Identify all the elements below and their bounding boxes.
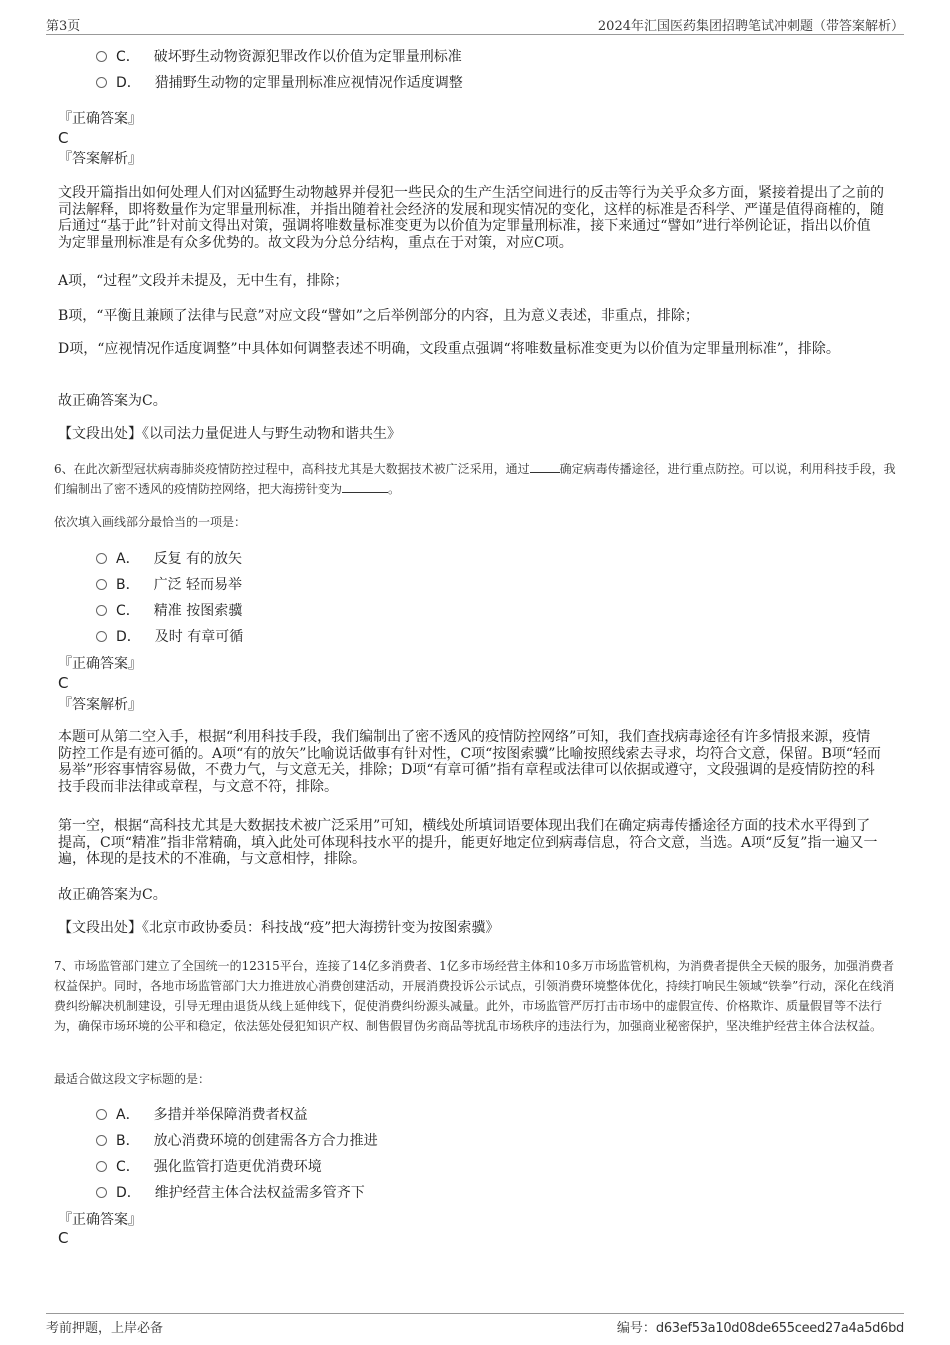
q5-option-c[interactable]: C． 破坏野生动物资源犯罪改作以价值为定罪量刑标准 xyxy=(96,48,462,66)
radio-icon[interactable] xyxy=(96,77,107,88)
page-header xyxy=(46,14,904,35)
document-code: 编号：d63ef53a10d08de655ceed27a4a5d6bd xyxy=(616,1321,904,1336)
radio-icon[interactable] xyxy=(96,1109,107,1120)
q6-option-c[interactable]: C． 精准 按图索骥 xyxy=(96,602,242,620)
q6-answer: C xyxy=(58,674,69,692)
blank-2 xyxy=(342,480,388,493)
q6-analysis-p2: 第一空，根据“高科技尤其是大数据技术被广泛采用”可知，横线处所填词语要体现出我们在确定病毒传播途径方面的技术水平得到了提高，C项“精准”指非常精确，填入此处可体现科技水平的提升，能更好地定位到病毒信息，符合文意，当选。A项“反复”指一遍又一遍，体现的是技术的不准确，与文意相悖，排除。 xyxy=(58,818,878,867)
q7-option-a[interactable]: A． 多措并举保障消费者权益 xyxy=(96,1106,308,1124)
q6-analysis-label: 『答案解析』 xyxy=(58,697,142,713)
q5-analysis-p2: A项，“过程”文段并未提及，无中生有，排除； xyxy=(58,273,349,289)
footer-slogan: 考前押题，上岸必备 xyxy=(46,1321,164,1336)
q7-option-b[interactable]: B． 放心消费环境的创建需各方合力推进 xyxy=(96,1132,378,1150)
page-number: 第3页 xyxy=(46,19,81,34)
q5-analysis-label: 『答案解析』 xyxy=(58,151,142,167)
q5-analysis-p1: 文段开篇指出如何处理人们对凶猛野生动物越界并侵犯一些民众的生产生活空间进行的反击等行为关乎众多方面，紧接着提出了之前的司法解释，即将数量作为定罪量刑标准，并指出随着社会经济的发展和现实情况的变化，这样的标准是否科学、严谨是值得商榷的，随后通过“基于此”针对前文得出对策，强调将唯数量标准变更为以价值为定罪量刑标准，接下来通过“譬如”进行举例论证，指出以价值为定罪量刑标准是有众多优势的。故文段为分总分结构，重点在于对策，对应C项。 xyxy=(58,185,884,251)
q5-answer-label: 『正确答案』 xyxy=(58,111,142,127)
blank-1 xyxy=(530,460,560,473)
radio-icon[interactable] xyxy=(96,1187,107,1198)
q5-analysis-p4: D项，“应视情况作适度调整”中具体如何调整表述不明确，文段重点强调“将唯数量标准变更为以价值为定罪量刑标准”，排除。 xyxy=(58,341,840,357)
q5-analysis-p3: B项，“平衡且兼顾了法律与民意”对应文段“譬如”之后举例部分的内容，且为意义表述，非重点，排除； xyxy=(58,308,699,324)
q7-stem: 7、市场监管部门建立了全国统一的12315平台，连接了14亿多消费者、1亿多市场经营主体和10多万市场监管机构，为消费者提供全天候的服务，加强消费者权益保护。同时，各地市场监管部门大力推进放心消费创建活动，开展消费投诉公示试点，引领消费环境整体优化，持续打响民生领域“铁拳”行动，深化在线消费纠纷解决机制建设，引导无理由退货从线上延伸线下，促使消费纠纷源头减量。此外，市场监管严厉打击市场中的虚假宣传、价格欺诈、质量假冒等不法行为，确保市场环境的公平和稳定，依法惩处侵犯知识产权、制售假冒伪劣商品等扰乱市场秩序的违法行为，加强商业秘密保护，坚决维护经营主体合法权益。 xyxy=(54,959,895,1033)
q5-conclusion: 故正确答案为C。 xyxy=(58,393,167,409)
q7-answer-label: 『正确答案』 xyxy=(58,1212,142,1228)
q5-option-d[interactable]: D． 猎捕野生动物的定罪量刑标准应视情况作适度调整 xyxy=(96,74,463,92)
radio-icon[interactable] xyxy=(96,1135,107,1146)
radio-icon[interactable] xyxy=(96,553,107,564)
q6-prompt: 依次填入画线部分最恰当的一项是： xyxy=(54,515,247,529)
q6-analysis-p1: 本题可从第二空入手，根据“利用科技手段，我们编制出了密不透风的疫情防控网络”可知，我们查找病毒途径有许多情报来源，疫情防控工作是有迹可循的。A项“有的放矢”比喻说话做事有针对性，C项“按图索骥”比喻按照线索去寻求，均符合文意，保留。B项“轻而易举”形容事情容易做，不费力气，与文意无关，排除；D项“有章可循”指有章程或法律可以依据或遵守，文段强调的是疫情防控的科技手段而非法律或章程，与文意不符，排除。 xyxy=(58,729,881,795)
q6-option-d[interactable]: D． 及时 有章可循 xyxy=(96,628,243,646)
q6-answer-label: 『正确答案』 xyxy=(58,656,142,672)
radio-icon[interactable] xyxy=(96,51,107,62)
radio-icon[interactable] xyxy=(96,579,107,590)
radio-icon[interactable] xyxy=(96,605,107,616)
q6-option-b[interactable]: B． 广泛 轻而易举 xyxy=(96,576,242,594)
q7-prompt: 最适合做这段文字标题的是： xyxy=(54,1072,211,1086)
q6-source: 【文段出处】《北京市政协委员：科技战“疫”把大海捞针变为按图索骥》 xyxy=(58,920,500,936)
q7-option-c[interactable]: C． 强化监管打造更优消费环境 xyxy=(96,1158,322,1176)
q5-answer: C xyxy=(58,129,69,147)
q5-source: 【文段出处】《以司法力量促进人与野生动物和谐共生》 xyxy=(58,426,401,442)
q7-answer: C xyxy=(58,1229,69,1247)
radio-icon[interactable] xyxy=(96,1161,107,1172)
radio-icon[interactable] xyxy=(96,631,107,642)
q6-option-a[interactable]: A． 反复 有的放矢 xyxy=(96,550,242,568)
document-title: 2024年汇国医药集团招聘笔试冲刺题（带答案解析） xyxy=(597,19,904,34)
q7-option-d[interactable]: D． 维护经营主体合法权益需多管齐下 xyxy=(96,1184,365,1202)
q6-conclusion: 故正确答案为C。 xyxy=(58,887,167,903)
q6-stem: 6、在此次新型冠状病毒肺炎疫情防控过程中，高科技尤其是大数据技术被广泛采用，通过 确定病毒传播途径，进行重点防控。可以说，利用科技手段，我们编制出了密不透风的疫情防控网络，把大海捞针变为 。 xyxy=(54,462,896,496)
page-footer xyxy=(46,1313,904,1334)
